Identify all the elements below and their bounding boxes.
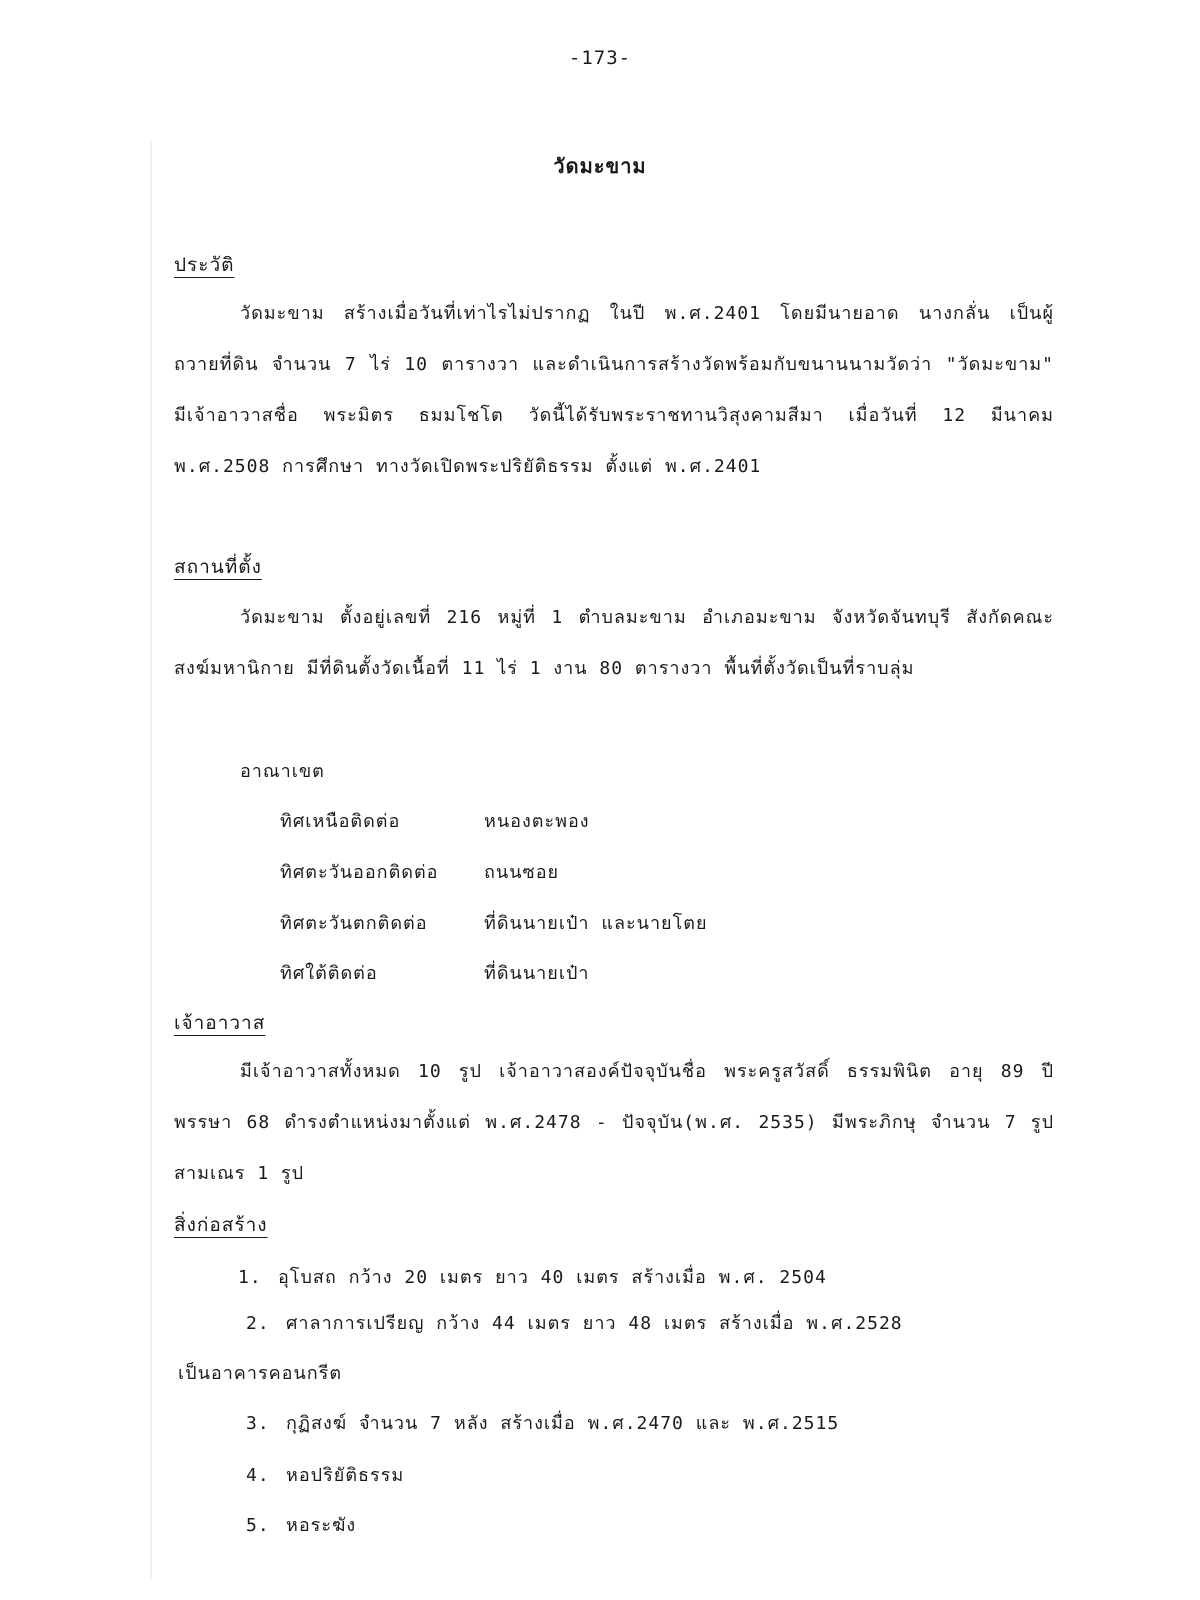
building-item-text: อุโบสถ กว้าง 20 เมตร ยาว 40 เมตร สร้างเมื่อ พ.ศ. 2504 — [278, 1267, 827, 1288]
boundary-row — [280, 908, 708, 937]
building-item-text: เป็นอาคารคอนกรีต — [178, 1363, 343, 1384]
boundary-value: ถนนซอย — [484, 862, 560, 883]
building-item-number: 4. — [246, 1465, 270, 1486]
building-item-number: 3. — [246, 1413, 270, 1434]
section-heading-abbot: เจ้าอาวาส — [174, 1012, 266, 1034]
building-item-number: 5. — [246, 1515, 270, 1536]
boundary-direction: ทิศใต้ติดต่อ — [280, 963, 378, 984]
location-paragraph: วัดมะขาม ตั้งอยู่เลขที่ 216 หมู่ที่ 1 ตำบลมะขาม อำเภอมะขาม จังหวัดจันทบุรี สังกัดคณะสงฆ์มหานิกาย มีที่ดินตั้งวัดเนื้อที่ 11 ไร่ 1 งาน 80 ตารางวา พื้นที่ตั้งวัดเป็นที่ราบลุ่ม — [174, 607, 1054, 679]
boundary-label: อาณาเขต — [240, 761, 325, 782]
building-item — [246, 1460, 404, 1489]
building-item-text: หอระฆัง — [286, 1515, 357, 1536]
section-heading-history: ประวัติ — [174, 254, 235, 276]
history-paragraph: วัดมะขาม สร้างเมื่อวันที่เท่าไรไม่ปรากฏ ในปี พ.ศ.2401 โดยมีนายอาด นางกลั่น เป็นผู้ถวายที่ดิน จำนวน 7 ไร่ 10 ตารางวา และดำเนินการสร้างวัดพร้อมกับขนานนามวัดว่า "วัดมะขาม" มีเจ้าอาวาสชื่อ พระมิตร ธมมโชโต วัดนี้ได้รับพระราชทานวิสุงคามสีมา เมื่อวันที่ 12 มีนาคม พ.ศ.2508 การศึกษา ทางวัดเปิดพระปริยัติธรรม ตั้งแต่ พ.ศ.2401 — [174, 303, 1054, 477]
building-item — [246, 1308, 903, 1337]
building-item-number: 1. — [238, 1267, 262, 1288]
building-item-text: หอปริยัติธรรม — [286, 1465, 405, 1486]
page-number: -173- — [568, 47, 632, 69]
boundary-direction: ทิศเหนือติดต่อ — [280, 811, 401, 832]
building-item-text: ศาลาการเปรียญ กว้าง 44 เมตร ยาว 48 เมตร สร้างเมื่อ พ.ศ.2528 — [286, 1313, 903, 1334]
boundary-value: หนองตะพอง — [484, 811, 590, 832]
boundary-value: ที่ดินนายเป๋า และนายโตย — [484, 913, 708, 934]
boundary-direction: ทิศตะวันออกติดต่อ — [280, 862, 439, 883]
section-heading-buildings: สิ่งก่อสร้าง — [174, 1214, 268, 1236]
document-title: วัดมะขาม — [553, 154, 647, 178]
boundary-row — [280, 857, 559, 886]
building-item — [246, 1510, 356, 1539]
boundary-value: ที่ดินนายเป๋า — [484, 963, 590, 984]
scan-edge-shadow — [150, 140, 152, 1580]
section-heading-location: สถานที่ตั้ง — [174, 556, 262, 578]
abbot-paragraph: มีเจ้าอาวาสทั้งหมด 10 รูป เจ้าอาวาสองค์ปัจจุบันชื่อ พระครูสวัสดิ์ ธรรมพินิต อายุ 89 ปี พรรษา 68 ดำรงตำแหน่งมาตั้งแต่ พ.ศ.2478 - ปัจจุบัน(พ.ศ. 2535) มีพระภิกษุ จำนวน 7 รูป สามเณร 1 รูป — [174, 1061, 1055, 1184]
building-item — [246, 1408, 839, 1437]
building-item — [238, 1262, 827, 1291]
boundary-row — [280, 958, 590, 987]
boundary-row — [280, 806, 590, 835]
building-item-number: 2. — [246, 1313, 270, 1334]
building-item-text: กุฏิสงฆ์ จำนวน 7 หลัง สร้างเมื่อ พ.ศ.2470 และ พ.ศ.2515 — [286, 1413, 840, 1434]
boundary-direction: ทิศตะวันตกติดต่อ — [280, 913, 428, 934]
building-item-continuation — [178, 1358, 342, 1387]
